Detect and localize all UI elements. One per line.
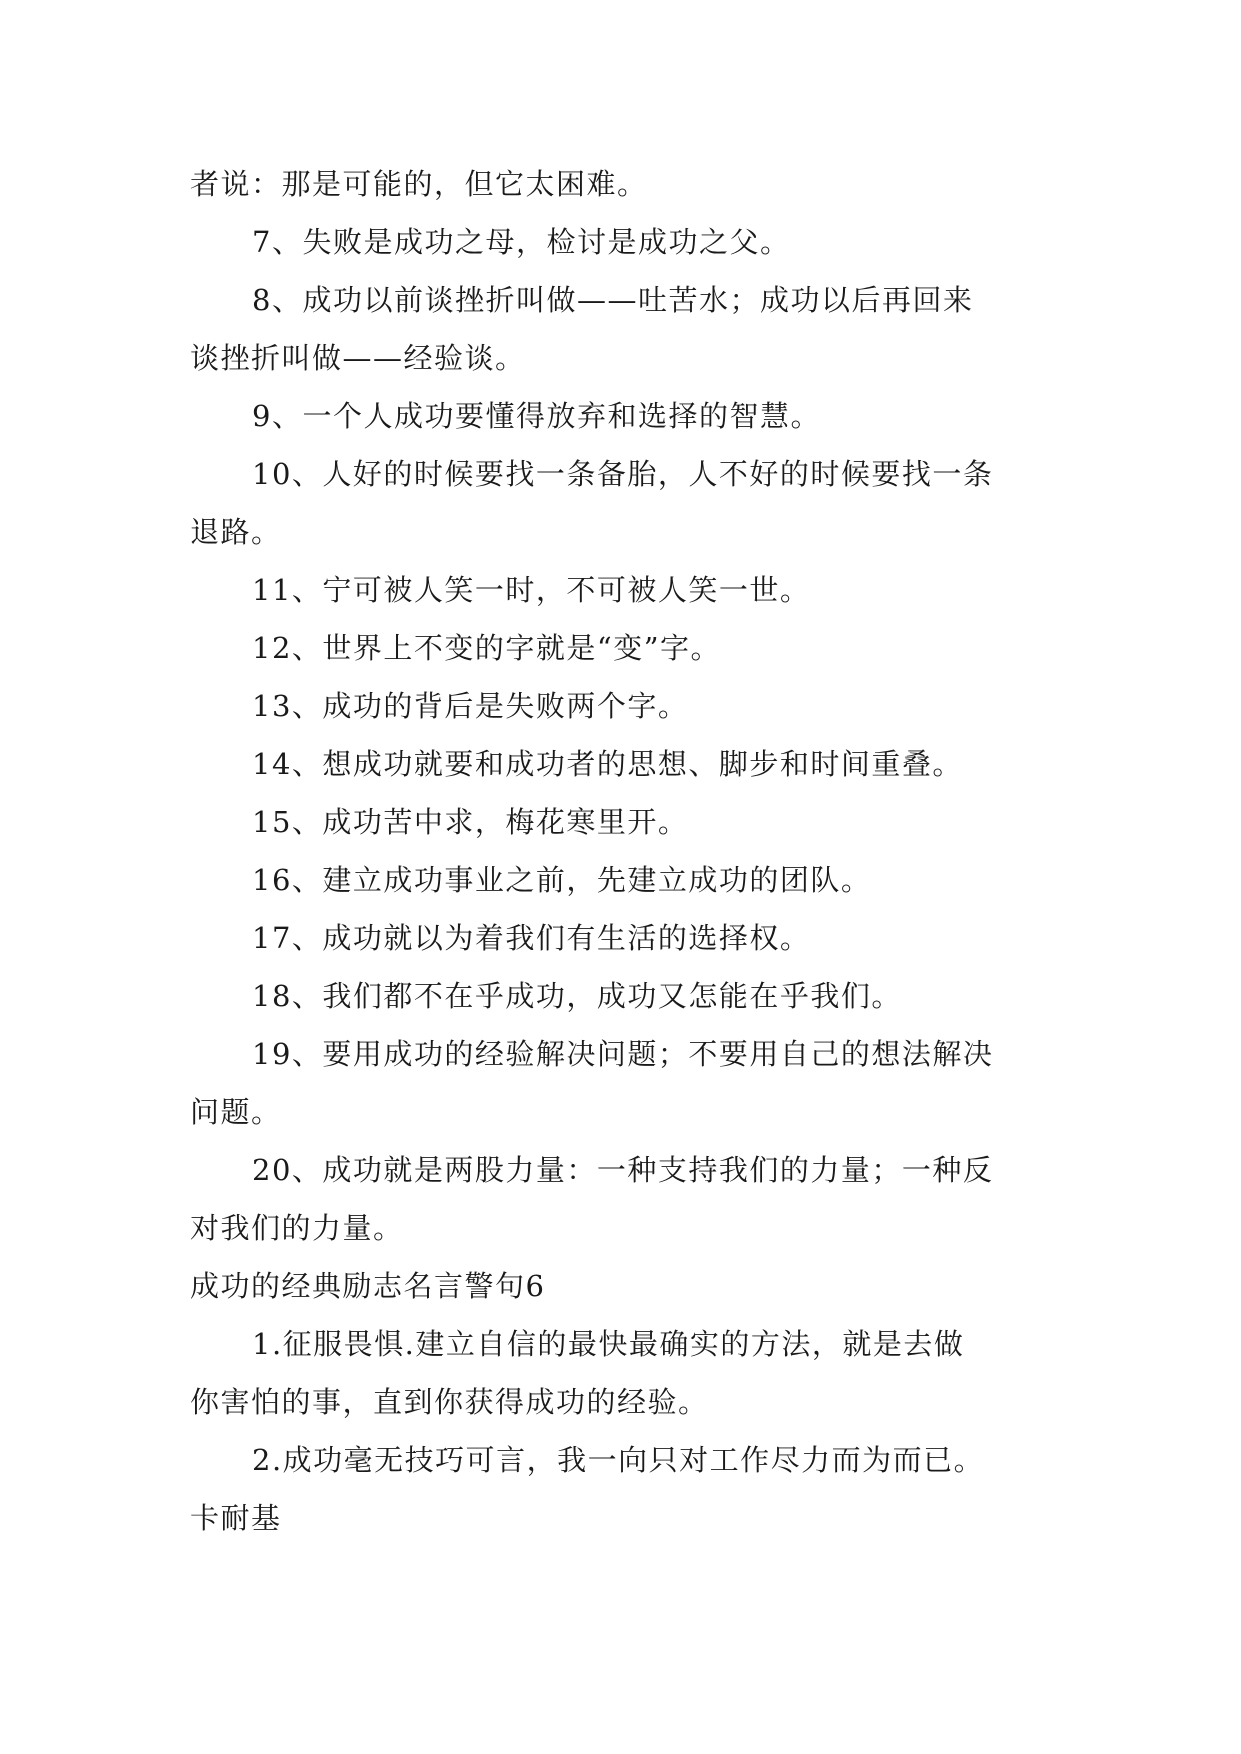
quote-10-continued: 退路。 (190, 515, 282, 549)
quote-10: 10、人好的时候要找一条备胎，人不好的时候要找一条 (252, 457, 994, 491)
section-heading: 成功的经典励志名言警句6 (190, 1269, 546, 1303)
quote-13: 13、成功的背后是失败两个字。 (252, 689, 689, 723)
quote-8: 8、成功以前谈挫折叫做——吐苦水；成功以后再回来 (252, 283, 974, 317)
quote-7: 7、失败是成功之母，检讨是成功之父。 (252, 225, 791, 259)
document-body (190, 155, 1070, 1547)
section6-quote-1: 1.征服畏惧.建立自信的最快最确实的方法，就是去做 (252, 1327, 965, 1361)
quote-20-continued: 对我们的力量。 (190, 1211, 404, 1245)
quote-19: 19、要用成功的经验解决问题；不要用自己的想法解决 (252, 1037, 994, 1071)
quote-9: 9、一个人成功要懂得放弃和选择的智慧。 (252, 399, 821, 433)
quote-14: 14、想成功就要和成功者的思想、脚步和时间重叠。 (252, 747, 963, 781)
quote-12: 12、世界上不变的字就是“变”字。 (252, 631, 722, 665)
section6-quote-2-author: 卡耐基 (190, 1501, 282, 1535)
quote-19-continued: 问题。 (190, 1095, 282, 1129)
quote-16: 16、建立成功事业之前，先建立成功的团队。 (252, 863, 872, 897)
text-line: 者说：那是可能的，但它太困难。 (190, 167, 648, 201)
quote-17: 17、成功就以为着我们有生活的选择权。 (252, 921, 811, 955)
section6-quote-2: 2.成功毫无技巧可言，我一向只对工作尽力而为而已。 (252, 1443, 985, 1477)
section6-quote-1-continued: 你害怕的事，直到你获得成功的经验。 (190, 1385, 709, 1419)
quote-15: 15、成功苦中求，梅花寒里开。 (252, 805, 689, 839)
quote-18: 18、我们都不在乎成功，成功又怎能在乎我们。 (252, 979, 902, 1013)
quote-8-continued: 谈挫折叫做——经验谈。 (190, 341, 526, 375)
quote-20: 20、成功就是两股力量：一种支持我们的力量；一种反 (252, 1153, 994, 1187)
quote-11: 11、宁可被人笑一时，不可被人笑一世。 (252, 573, 811, 607)
